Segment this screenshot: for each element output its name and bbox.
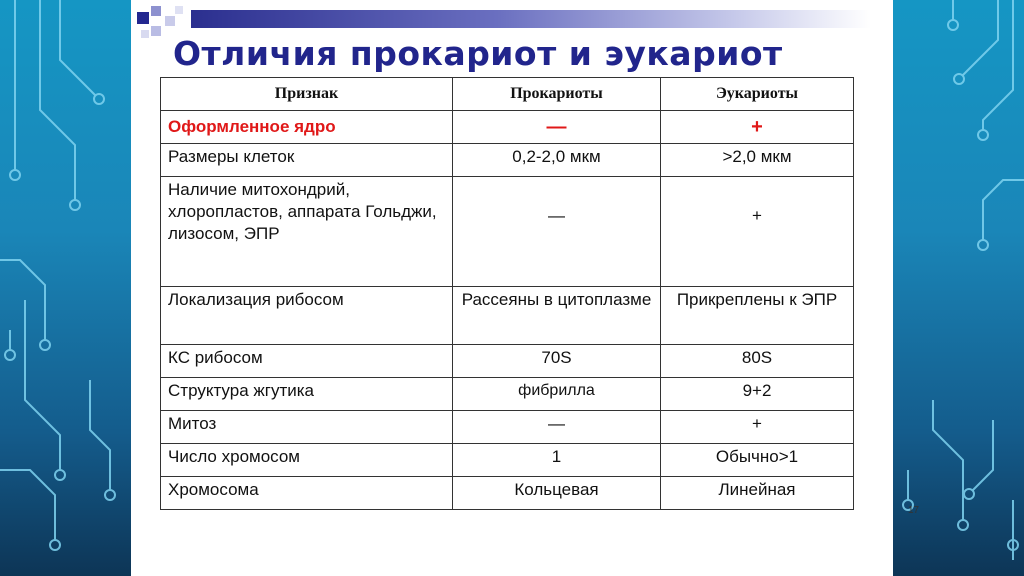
table-row (161, 378, 854, 411)
feature-cell: КС рибосом (161, 345, 453, 378)
column-header: Эукариоты (661, 78, 854, 111)
column-header: Признак (161, 78, 453, 111)
eukaryotes-cell: 9+2 (661, 378, 854, 411)
feature-cell: Митоз (161, 411, 453, 444)
page-number: 17 (908, 505, 920, 516)
table-row (161, 111, 854, 144)
eukaryotes-cell: + (661, 177, 854, 287)
circuit-decoration-right (893, 0, 1024, 576)
table-row (161, 177, 854, 287)
table-row (161, 345, 854, 378)
feature-cell: Число хромосом (161, 444, 453, 477)
table-row (161, 411, 854, 444)
slide-title: Отличия прокариот и эукариот (173, 34, 783, 73)
prokaryotes-cell: Рассеяны в цитоплазме (453, 287, 661, 345)
table-row (161, 144, 854, 177)
prokaryotes-cell: — (453, 177, 661, 287)
table-row (161, 477, 854, 510)
prokaryotes-cell: 0,2-2,0 мкм (453, 144, 661, 177)
prokaryotes-cell: — (453, 111, 661, 144)
prokaryotes-cell: фибрилла (453, 378, 661, 411)
prokaryotes-cell: 1 (453, 444, 661, 477)
table-header-row (161, 78, 854, 111)
feature-cell: Размеры клеток (161, 144, 453, 177)
prokaryotes-cell: — (453, 411, 661, 444)
table-row (161, 287, 854, 345)
column-header: Прокариоты (453, 78, 661, 111)
prokaryotes-cell: 70S (453, 345, 661, 378)
eukaryotes-cell: + (661, 111, 854, 144)
comparison-table (160, 77, 854, 510)
circuit-decoration-left (0, 0, 131, 576)
eukaryotes-cell: Линейная (661, 477, 854, 510)
prokaryotes-cell: Кольцевая (453, 477, 661, 510)
slide (131, 0, 920, 576)
eukaryotes-cell: + (661, 411, 854, 444)
eukaryotes-cell: Прикреплены к ЭПР (661, 287, 854, 345)
eukaryotes-cell: 80S (661, 345, 854, 378)
eukaryotes-cell: Обычно>1 (661, 444, 854, 477)
feature-cell: Наличие митохондрий, хлоропластов, аппарата Гольджи, лизосом, ЭПР (161, 177, 453, 287)
feature-cell: Хромосома (161, 477, 453, 510)
table-row (161, 444, 854, 477)
feature-cell: Локализация рибосом (161, 287, 453, 345)
eukaryotes-cell: >2,0 мкм (661, 144, 854, 177)
feature-cell: Структура жгутика (161, 378, 453, 411)
header-gradient-bar (191, 10, 871, 28)
feature-cell: Оформленное ядро (161, 111, 453, 144)
